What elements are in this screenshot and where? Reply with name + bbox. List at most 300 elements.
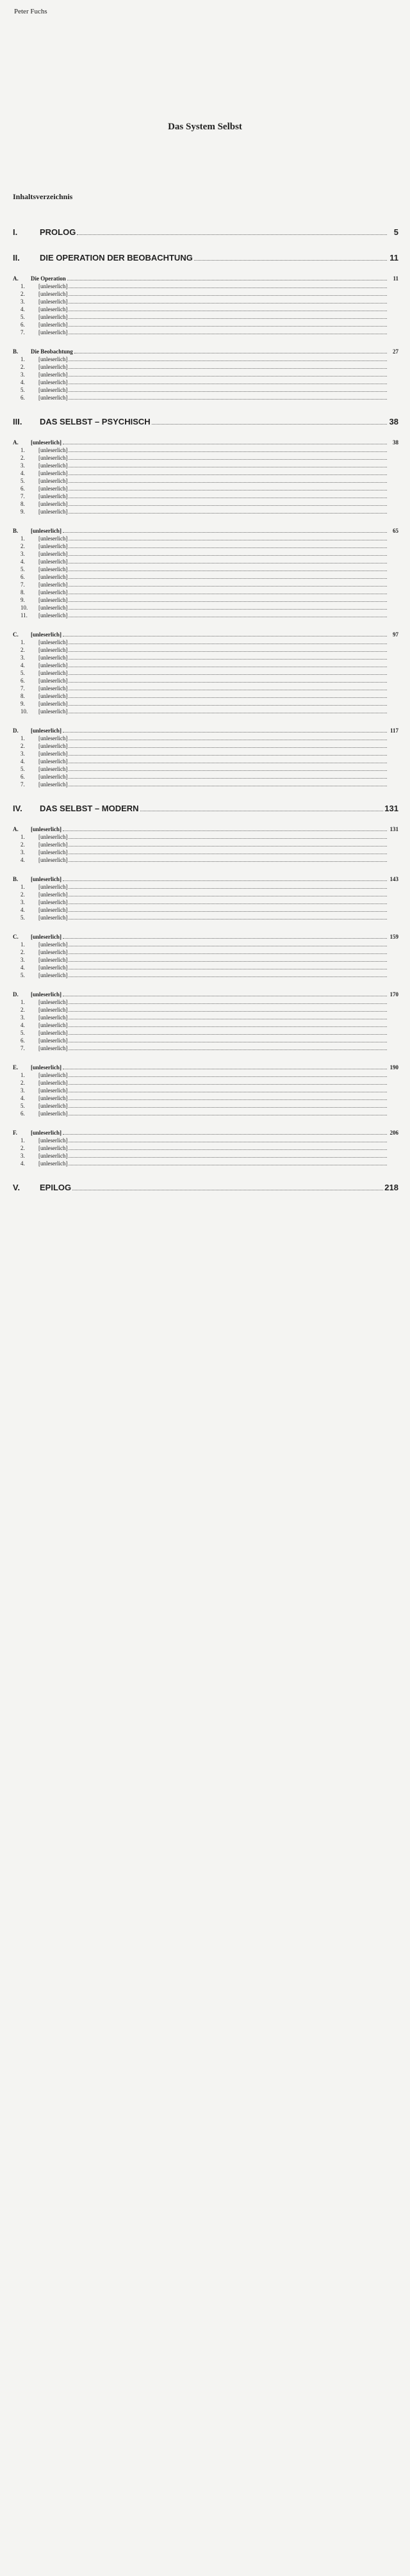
toc-sub-row	[13, 378, 398, 386]
toc-entry-label: [unleserlich]	[38, 329, 68, 336]
toc-entry-label: [unleserlich]	[31, 826, 62, 832]
toc-page-number: 11	[390, 253, 398, 263]
toc-dot-leader	[69, 360, 387, 361]
toc-dot-leader	[63, 830, 387, 831]
toc-sub-row	[13, 1014, 398, 1021]
toc-entry-label: [unleserlich]	[38, 662, 68, 668]
toc-entry-number: 8.	[20, 589, 25, 595]
toc-entry-number: 4.	[20, 1095, 25, 1101]
toc-sub-row	[13, 646, 398, 654]
toc-entry-number: A.	[13, 826, 19, 832]
toc-dot-leader	[69, 976, 387, 977]
toc-dot-leader	[69, 326, 387, 327]
toc-entry-label: [unleserlich]	[38, 849, 68, 855]
toc-dot-leader	[69, 1011, 387, 1012]
toc-chapter-row	[13, 804, 398, 814]
toc-entry-number: 2.	[20, 1007, 25, 1013]
toc-entry-number: 3.	[20, 1087, 25, 1094]
toc-entry-label: [unleserlich]	[38, 508, 68, 515]
toc-entry-label: [unleserlich]	[38, 774, 68, 780]
toc-dot-leader	[69, 1099, 387, 1100]
toc-sub-row	[13, 1029, 398, 1037]
toc-dot-leader	[69, 770, 387, 771]
toc-page-number: 131	[384, 804, 398, 813]
toc-entry-number: 2.	[20, 291, 25, 297]
toc-entry-label: [unleserlich]	[38, 470, 68, 476]
toc-dot-leader	[69, 778, 387, 779]
toc-entry-label: [unleserlich]	[38, 551, 68, 557]
toc-dot-leader	[69, 391, 387, 392]
toc-dot-leader	[69, 1157, 387, 1158]
toc-entry-number: 5.	[20, 566, 25, 572]
toc-entry-label: [unleserlich]	[38, 364, 68, 370]
toc-entry-label: [unleserlich]	[38, 949, 68, 955]
toc-dot-leader	[69, 911, 387, 912]
toc-entry-label: [unleserlich]	[31, 934, 62, 940]
toc-entry-number: V.	[13, 1183, 20, 1192]
toc-dot-leader	[69, 1049, 387, 1050]
toc-sub-row	[13, 661, 398, 669]
toc-section-row	[13, 727, 398, 734]
toc-dot-leader	[77, 234, 387, 235]
toc-entry-label: [unleserlich]	[38, 394, 68, 401]
toc-sub-row	[13, 394, 398, 401]
toc-sub-row	[13, 750, 398, 757]
toc-entry-label: [unleserlich]	[38, 999, 68, 1005]
toc-dot-leader	[69, 451, 387, 452]
toc-dot-leader	[69, 903, 387, 904]
toc-entry-number: 10.	[20, 604, 28, 611]
toc-entry-label: [unleserlich]	[38, 907, 68, 913]
toc-sub-row	[13, 685, 398, 692]
toc-entry-label: PROLOG	[40, 227, 76, 237]
toc-entry-number: 3.	[20, 750, 25, 757]
toc-sub-row	[13, 856, 398, 864]
toc-entry-number: 4.	[20, 857, 25, 863]
toc-entry-number: 5.	[20, 387, 25, 393]
toc-sub-row	[13, 1044, 398, 1052]
toc-entry-label: [unleserlich]	[38, 485, 68, 492]
toc-dot-leader	[69, 459, 387, 460]
toc-page-number: 38	[393, 439, 398, 446]
toc-dot-leader	[63, 1134, 387, 1135]
toc-entry-number: F.	[13, 1130, 17, 1136]
toc-sub-row	[13, 485, 398, 492]
toc-sub-row	[13, 588, 398, 596]
toc-entry-number: 3.	[20, 551, 25, 557]
toc-sub-row	[13, 477, 398, 485]
toc-page-number: 11	[393, 275, 398, 282]
toc-entry-label: [unleserlich]	[38, 758, 68, 765]
toc-page-number: 206	[390, 1130, 398, 1136]
toc-entry-label: [unleserlich]	[38, 914, 68, 921]
toc-dot-leader	[69, 399, 387, 400]
toc-entry-number: A.	[13, 275, 19, 282]
toc-sub-row	[13, 841, 398, 848]
toc-dot-leader	[63, 938, 387, 939]
toc-sub-row	[13, 971, 398, 979]
toc-sub-row	[13, 469, 398, 477]
toc-sub-row	[13, 692, 398, 700]
toc-entry-number: D.	[13, 991, 19, 998]
toc-sub-row	[13, 313, 398, 321]
toc-sub-row	[13, 669, 398, 677]
toc-page-number: 143	[390, 876, 398, 882]
toc-entry-label: [unleserlich]	[38, 1137, 68, 1144]
toc-dot-leader	[69, 1149, 387, 1150]
toc-entry-label: [unleserlich]	[38, 1110, 68, 1117]
toc-sub-row	[13, 604, 398, 612]
toc-sub-row	[13, 891, 398, 898]
toc-sub-row	[13, 542, 398, 550]
toc-dot-leader	[69, 659, 387, 660]
toc-dot-leader	[69, 846, 387, 847]
toc-sub-row	[13, 1110, 398, 1117]
toc-section-row	[13, 348, 398, 355]
toc-entry-label: [unleserlich]	[38, 1145, 68, 1151]
toc-entry-label: [unleserlich]	[38, 291, 68, 297]
toc-sub-row	[13, 956, 398, 964]
toc-sub-row	[13, 321, 398, 328]
toc-entry-number: 3.	[20, 957, 25, 963]
toc-entry-label: [unleserlich]	[38, 306, 68, 312]
toc-entry-label: DIE OPERATION DER BEOBACHTUNG	[40, 253, 193, 263]
toc-section-row	[13, 991, 398, 998]
toc-entry-label: [unleserlich]	[38, 884, 68, 890]
toc-entry-number: 1.	[20, 356, 25, 362]
toc-dot-leader	[69, 482, 387, 483]
toc-sub-row	[13, 386, 398, 394]
toc-entry-label: [unleserlich]	[38, 566, 68, 572]
toc-entry-label: [unleserlich]	[31, 1130, 62, 1136]
toc-entry-label: [unleserlich]	[38, 964, 68, 971]
toc-sub-row	[13, 677, 398, 685]
toc-dot-leader	[63, 532, 387, 533]
toc-entry-label: [unleserlich]	[31, 991, 62, 998]
toc-sub-row	[13, 282, 398, 290]
toc-entry-label: [unleserlich]	[38, 574, 68, 580]
toc-entry-number: C.	[13, 631, 19, 638]
toc-entry-number: 4.	[20, 1160, 25, 1167]
toc-entry-number: 6.	[20, 394, 25, 401]
toc-sub-row	[13, 906, 398, 914]
toc-entry-label: [unleserlich]	[38, 841, 68, 848]
toc-entry-label: [unleserlich]	[38, 298, 68, 305]
toc-section-row	[13, 527, 398, 535]
toc-entry-number: IV.	[13, 804, 22, 813]
toc-dot-leader	[69, 609, 387, 610]
toc-entry-label: [unleserlich]	[38, 478, 68, 484]
toc-page-number: 190	[390, 1064, 398, 1071]
toc-entry-number: 1.	[20, 535, 25, 542]
toc-entry-label: [unleserlich]	[38, 379, 68, 385]
toc-entry-label: [unleserlich]	[38, 1080, 68, 1086]
toc-dot-leader	[69, 586, 387, 587]
toc-entry-number: 1.	[20, 1137, 25, 1144]
toc-entry-number: 7.	[20, 685, 25, 692]
toc-entry-number: 3.	[20, 298, 25, 305]
toc-entry-number: 2.	[20, 891, 25, 898]
toc-dot-leader	[69, 838, 387, 839]
toc-entry-label: [unleserlich]	[38, 735, 68, 741]
toc-sub-row	[13, 998, 398, 1006]
toc-entry-label: [unleserlich]	[38, 670, 68, 676]
toc-entry-number: 6.	[20, 321, 25, 328]
toc-entry-number: 6.	[20, 1110, 25, 1117]
toc-dot-leader	[69, 1034, 387, 1035]
toc-sub-row	[13, 914, 398, 921]
toc-entry-label: [unleserlich]	[38, 455, 68, 461]
toc-dot-leader	[69, 368, 387, 369]
toc-entry-label: [unleserlich]	[38, 834, 68, 840]
toc-entry-number: B.	[13, 876, 19, 882]
toc-entry-number: 3.	[20, 1153, 25, 1159]
toc-entry-label: [unleserlich]	[38, 701, 68, 707]
toc-entry-label: [unleserlich]	[31, 1064, 62, 1071]
toc-entry-label: [unleserlich]	[38, 781, 68, 788]
toc-entry-number: 9.	[20, 597, 25, 603]
toc-sub-row	[13, 558, 398, 565]
toc-entry-number: 3.	[20, 462, 25, 469]
toc-dot-leader	[69, 953, 387, 954]
toc-entry-label: [unleserlich]	[38, 708, 68, 715]
toc-chapter-row	[13, 253, 398, 263]
toc-chapter-row	[13, 227, 398, 238]
toc-entry-number: 4.	[20, 758, 25, 765]
toc-entry-number: 5.	[20, 1030, 25, 1036]
toc-entry-label: [unleserlich]	[38, 941, 68, 948]
toc-section-row	[13, 825, 398, 833]
toc-dot-leader	[69, 1084, 387, 1085]
toc-entry-label: [unleserlich]	[38, 581, 68, 588]
toc-dot-leader	[69, 578, 387, 579]
toc-sub-row	[13, 1160, 398, 1167]
toc-sub-row	[13, 1144, 398, 1152]
toc-sub-row	[13, 1137, 398, 1144]
toc-sub-row	[13, 898, 398, 906]
toc-dot-leader	[69, 682, 387, 683]
toc-entry-label: [unleserlich]	[38, 1045, 68, 1051]
toc-sub-row	[13, 638, 398, 646]
toc-entry-number: 5.	[20, 670, 25, 676]
toc-entry-number: C.	[13, 934, 19, 940]
toc-entry-number: 1.	[20, 283, 25, 289]
toc-entry-number: 1.	[20, 884, 25, 890]
toc-entry-number: 1.	[20, 447, 25, 453]
toc-entry-number: 4.	[20, 907, 25, 913]
toc-entry-label: [unleserlich]	[31, 631, 62, 638]
toc-sub-row	[13, 781, 398, 788]
toc-entry-number: 9.	[20, 701, 25, 707]
toc-entry-label: [unleserlich]	[38, 321, 68, 328]
toc-sub-row	[13, 883, 398, 891]
toc-entry-number: 6.	[20, 677, 25, 684]
toc-sub-row	[13, 1087, 398, 1094]
toc-entry-label: [unleserlich]	[38, 356, 68, 362]
toc-entry-label: [unleserlich]	[38, 685, 68, 692]
toc-entry-label: DAS SELBST – PSYCHISCH	[40, 417, 151, 426]
toc-dot-leader	[152, 424, 387, 425]
title-block	[0, 122, 410, 142]
toc-entry-label: [unleserlich]	[38, 693, 68, 699]
toc-entry-number: 11.	[20, 612, 28, 619]
toc-entry-number: 1.	[20, 735, 25, 741]
toc-dot-leader	[69, 547, 387, 548]
toc-section-row	[13, 875, 398, 883]
toc-page-number: 5	[393, 227, 398, 237]
toc-entry-label: [unleserlich]	[38, 1007, 68, 1013]
toc-entry-label: [unleserlich]	[38, 766, 68, 772]
toc-entry-number: 2.	[20, 1080, 25, 1086]
toc-sub-row	[13, 328, 398, 336]
toc-entry-number: 10.	[20, 708, 28, 715]
toc-sub-row	[13, 492, 398, 500]
toc-sub-row	[13, 948, 398, 956]
toc-entry-number: 1.	[20, 1072, 25, 1078]
toc-dot-leader	[63, 880, 387, 881]
toc-sub-row	[13, 508, 398, 515]
toc-sub-row	[13, 848, 398, 856]
toc-entry-number: 9.	[20, 508, 25, 515]
toc-dot-leader	[69, 1026, 387, 1027]
toc-entry-number: III.	[13, 417, 22, 426]
toc-page-number: 27	[393, 348, 398, 355]
toc-entry-label: [unleserlich]	[38, 283, 68, 289]
toc-entry-number: 6.	[20, 574, 25, 580]
toc-sub-row	[13, 565, 398, 573]
toc-page-number: 65	[393, 528, 398, 534]
toc-page-number: 218	[384, 1183, 398, 1192]
toc-entry-label: [unleserlich]	[38, 1160, 68, 1167]
toc-entry-label: [unleserlich]	[38, 447, 68, 453]
toc-entry-number: I.	[13, 227, 18, 237]
toc-sub-row	[13, 454, 398, 462]
toc-sub-row	[13, 550, 398, 558]
toc-list	[13, 227, 398, 1193]
toc-entry-number: 4.	[20, 306, 25, 312]
toc-sub-row	[13, 833, 398, 841]
toc-dot-leader	[69, 513, 387, 514]
toc-entry-label: Die Operation	[31, 275, 66, 282]
toc-entry-label: [unleserlich]	[31, 727, 62, 734]
toc-chapter-row	[13, 417, 398, 427]
toc-entry-label: [unleserlich]	[38, 612, 68, 619]
toc-entry-number: 5.	[20, 1103, 25, 1109]
toc-sub-row	[13, 700, 398, 708]
toc-sub-row	[13, 446, 398, 454]
toc-entry-label: [unleserlich]	[38, 654, 68, 661]
toc-entry-label: [unleserlich]	[31, 528, 62, 534]
toc-entry-number: E.	[13, 1064, 19, 1071]
toc-entry-number: 4.	[20, 662, 25, 668]
toc-entry-label: [unleserlich]	[38, 589, 68, 595]
toc-entry-number: 8.	[20, 501, 25, 507]
toc-entry-number: 2.	[20, 455, 25, 461]
toc-entry-number: 3.	[20, 654, 25, 661]
toc-entry-number: 1.	[20, 639, 25, 645]
toc-sub-row	[13, 363, 398, 371]
toc-entry-number: 4.	[20, 964, 25, 971]
toc-entry-number: 7.	[20, 1045, 25, 1051]
toc-sub-row	[13, 596, 398, 604]
toc-entry-label: [unleserlich]	[38, 501, 68, 507]
toc-entry-label: [unleserlich]	[38, 1095, 68, 1101]
toc-sub-row	[13, 305, 398, 313]
toc-entry-label: [unleserlich]	[38, 677, 68, 684]
toc-entry-number: 5.	[20, 314, 25, 320]
toc-dot-leader	[63, 732, 387, 733]
toc-entry-number: II.	[13, 253, 20, 263]
toc-entry-number: 4.	[20, 558, 25, 565]
toc-entry-number: B.	[13, 348, 19, 355]
toc-entry-label: [unleserlich]	[38, 750, 68, 757]
toc-entry-label: [unleserlich]	[38, 639, 68, 645]
toc-sub-row	[13, 298, 398, 305]
toc-dot-leader	[69, 1076, 387, 1077]
toc-entry-number: 7.	[20, 781, 25, 788]
toc-entry-label: [unleserlich]	[38, 371, 68, 378]
toc-sub-row	[13, 1102, 398, 1110]
toc-page-number: 170	[390, 991, 398, 998]
toc-section-row	[13, 439, 398, 446]
toc-entry-label: [unleserlich]	[38, 1153, 68, 1159]
toc-sub-row	[13, 290, 398, 298]
toc-dot-leader	[69, 303, 387, 304]
toc-entry-label: [unleserlich]	[38, 1072, 68, 1078]
toc-sub-row	[13, 371, 398, 378]
toc-entry-label: [unleserlich]	[38, 1022, 68, 1028]
toc-dot-leader	[194, 260, 387, 261]
toc-sub-row	[13, 1037, 398, 1044]
toc-entry-label: [unleserlich]	[38, 972, 68, 978]
toc-entry-number: 2.	[20, 743, 25, 749]
toc-dot-leader	[69, 674, 387, 675]
toc-page-number: 117	[390, 727, 398, 734]
toc-entry-number: 1.	[20, 999, 25, 1005]
toc-dot-leader	[69, 961, 387, 962]
toc-sub-row	[13, 964, 398, 971]
toc-entry-number: 7.	[20, 493, 25, 499]
toc-entry-number: 2.	[20, 1145, 25, 1151]
toc-dot-leader	[69, 888, 387, 889]
toc-dot-leader	[69, 755, 387, 756]
toc-entry-number: 2.	[20, 949, 25, 955]
toc-entry-label: [unleserlich]	[38, 1014, 68, 1021]
toc-dot-leader	[69, 474, 387, 475]
toc-chapter-row	[13, 1183, 398, 1193]
toc-entry-label: [unleserlich]	[38, 1037, 68, 1044]
toc-sub-row	[13, 708, 398, 715]
toc-entry-number: 3.	[20, 899, 25, 905]
toc-entry-number: 8.	[20, 693, 25, 699]
toc-entry-number: 5.	[20, 478, 25, 484]
toc-entry-label: [unleserlich]	[38, 891, 68, 898]
toc-entry-number: 2.	[20, 364, 25, 370]
toc-entry-label: [unleserlich]	[38, 387, 68, 393]
toc-page-number: 97	[393, 631, 398, 638]
toc-entry-number: D.	[13, 727, 19, 734]
toc-sub-row	[13, 612, 398, 619]
toc-dot-leader	[69, 705, 387, 706]
toc-entry-number: 4.	[20, 1022, 25, 1028]
toc-section-row	[13, 631, 398, 638]
toc-entry-number: A.	[13, 439, 19, 446]
toc-dot-leader	[69, 505, 387, 506]
toc-section-row	[13, 1064, 398, 1071]
toc-sub-row	[13, 581, 398, 588]
toc-entry-number: 5.	[20, 972, 25, 978]
toc-sub-row	[13, 765, 398, 773]
